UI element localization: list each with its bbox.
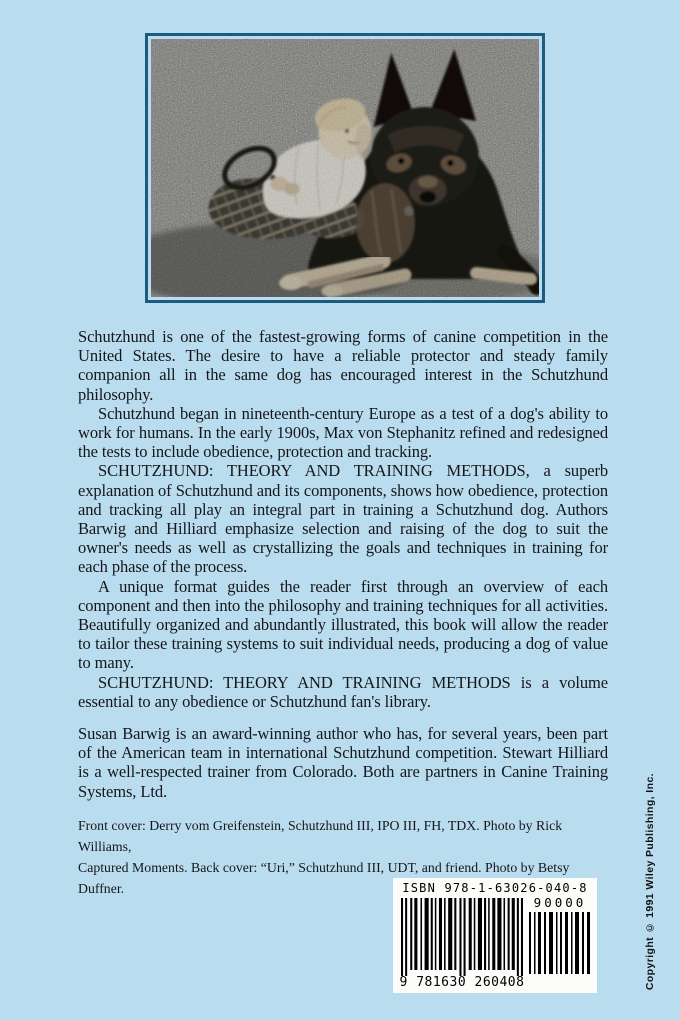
author-bio: Susan Barwig is an award-winning author who has, for several years, been part of the American team in international Schutzhund competition. Stewart Hilliard is a well-respected trainer from Colorado. Both are partners in Canine Training Systems, Ltd.	[78, 724, 608, 801]
isbn-digits: 9 781630 260408	[399, 975, 525, 990]
blurb-paragraph-4: A unique format guides the reader first through an overview of each component and then into the philosophy and training techniques for all activities. Beautifully organized and abundantly illustrated, this book will allow the reader to tailor these training systems to suit individual needs, producing a dog of value to many.	[78, 576, 608, 673]
supplemental-barcode	[529, 912, 591, 974]
blurb-paragraph-1: Schutzhund is one of the fastest-growing forms of canine competition in the United States. The desire to have a reliable protector and steady family companion all in the same dog has encouraged interest in the Schutzhund philosophy.	[78, 327, 608, 404]
price-code: 90000	[533, 895, 587, 910]
blurb-paragraph-5: SCHUTZHUND: THEORY AND TRAINING METHODS is a volume essential to any obedience or Schutzhund fan's library.	[78, 672, 608, 711]
photo-illustration	[151, 39, 539, 297]
isbn-label: ISBN 978-1-63026-040-8	[402, 881, 588, 895]
copyright-vertical-text: Copyright © 1991 Wiley Publishing, Inc.	[644, 772, 656, 990]
film-grain	[151, 39, 539, 297]
back-cover-text	[78, 327, 608, 899]
isbn-barcode-box	[393, 878, 597, 993]
photo-credits-line-1: Front cover: Derry vom Greifenstein, Schutzhund III, IPO III, FH, TDX. Photo by Rick Williams,	[78, 817, 563, 854]
ean13-barcode	[401, 898, 523, 976]
cover-photo	[145, 33, 545, 303]
photo-credits-line-2: Captured Moments. Back cover: “Uri,” Schutzhund III, UDT, and friend. Photo by Betsy Duffner.	[78, 859, 570, 896]
blurb-paragraph-2: Schutzhund began in nineteenth-century Europe as a test of a dog's ability to work for humans. In the early 1900s, Max von Stephanitz refined and redesigned the tests to include obedience, protection and tracking.	[78, 403, 608, 462]
blurb-paragraph-3: SCHUTZHUND: THEORY AND TRAINING METHODS, a superb explanation of Schutzhund and its components, shows how obedience, protection and tracking all play an integral part in training a Schutzhund dog. Authors Barwig and Hilliard emphasize selection and raising of the dog to suit the owner's needs as well as crystallizing the goals and techniques in training for each phase of the process.	[78, 461, 608, 577]
